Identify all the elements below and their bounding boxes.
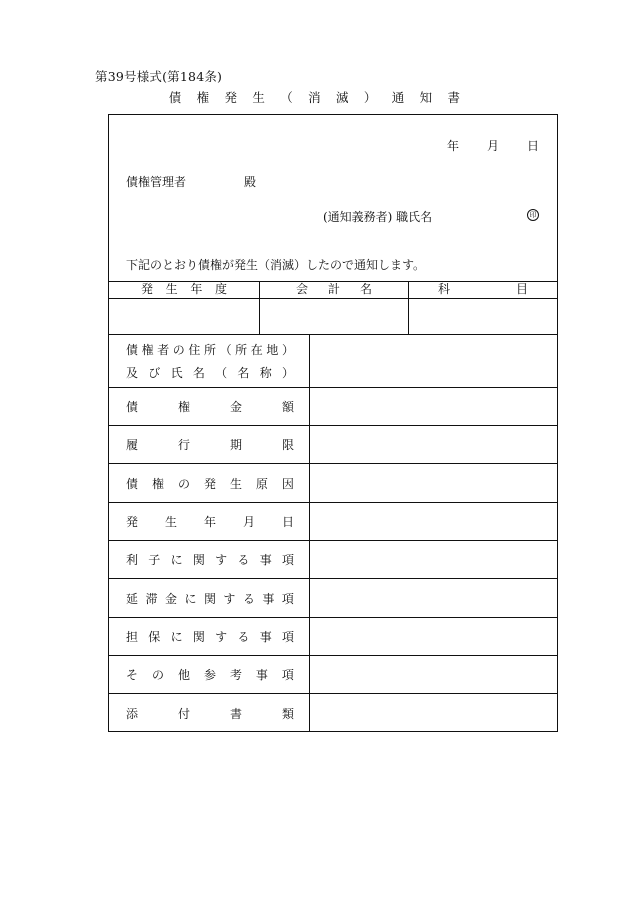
char: 地 <box>266 343 279 357</box>
label-chars <box>126 590 294 607</box>
occurrence-date-value[interactable] <box>310 503 557 540</box>
row-label <box>126 541 294 578</box>
char: 限 <box>281 438 294 452</box>
char: 債 <box>126 476 139 491</box>
char: 履 <box>126 438 139 452</box>
collateral-value[interactable] <box>310 618 557 655</box>
subject-header <box>409 281 557 299</box>
char: そ <box>126 668 139 682</box>
char: 権 <box>177 400 190 414</box>
char: 項 <box>281 668 294 682</box>
char: 名 <box>359 282 372 296</box>
char: 所 <box>203 343 216 357</box>
honorific-label: 殿 <box>244 175 257 189</box>
form-header <box>109 115 557 282</box>
char: 関 <box>192 553 205 567</box>
char: 債 <box>126 400 139 414</box>
collateral-row <box>109 618 557 656</box>
char: 事 <box>262 591 275 606</box>
fiscal-year-chars <box>141 281 227 298</box>
char: 金 <box>229 400 242 414</box>
char: 生 <box>164 515 177 529</box>
detail-rows <box>109 335 557 732</box>
char: 他 <box>177 668 190 682</box>
char: 所 <box>235 343 248 357</box>
label-chars <box>126 628 294 645</box>
row-label <box>126 426 294 463</box>
char: 発 <box>203 476 216 491</box>
late-fee-row <box>109 579 557 618</box>
label-chars <box>126 398 294 415</box>
char: 度 <box>214 282 227 296</box>
fiscal-year-cell[interactable] <box>109 299 259 334</box>
notice-text: 下記のとおり債権が発生（消滅）したので通知します。 <box>126 258 426 272</box>
subject-cell[interactable] <box>409 299 557 334</box>
char: 会 <box>296 282 309 296</box>
char: ） <box>281 343 294 357</box>
row-label <box>126 618 294 655</box>
char: 因 <box>281 476 294 491</box>
char: 項 <box>281 630 294 644</box>
label-chars <box>126 436 294 453</box>
label-line-2 <box>126 364 294 381</box>
other-reference-value[interactable] <box>310 656 557 693</box>
claim-amount-row <box>109 388 557 426</box>
row-label <box>126 388 294 425</box>
fiscal-grid <box>109 281 557 335</box>
day-label: 日 <box>526 139 539 153</box>
char: 項 <box>281 553 294 567</box>
char: 子 <box>148 553 161 567</box>
char: 氏 <box>170 366 183 380</box>
char: 名 <box>192 366 205 380</box>
char: に <box>170 630 183 644</box>
char: 権 <box>151 476 164 491</box>
creditor-address-row <box>109 335 557 388</box>
char: 住 <box>188 343 201 357</box>
account-name-chars <box>296 281 372 298</box>
char: 目 <box>515 282 528 296</box>
char: 保 <box>148 630 161 644</box>
late-fee-value[interactable] <box>310 579 557 617</box>
label-chars <box>126 513 294 530</box>
char: の <box>172 343 185 357</box>
due-date-value[interactable] <box>310 426 557 463</box>
form-number: 第39号様式(第184条) <box>95 69 223 84</box>
char: 関 <box>192 630 205 644</box>
char: び <box>148 366 161 380</box>
char: の <box>177 476 190 491</box>
char: 関 <box>203 591 216 606</box>
char: 生 <box>165 282 178 296</box>
char: 科 <box>438 282 451 296</box>
account-name-header <box>260 281 408 299</box>
row-label <box>126 503 294 540</box>
char: 付 <box>177 706 190 721</box>
char: 発 <box>141 282 154 296</box>
char: 延 <box>126 591 139 606</box>
attachments-value[interactable] <box>310 694 557 732</box>
row-label <box>126 335 294 387</box>
addressee-line <box>126 173 256 190</box>
char: 月 <box>242 515 255 529</box>
row-label <box>126 656 294 693</box>
date-line <box>419 137 539 154</box>
account-name-cell[interactable] <box>260 299 408 334</box>
char: る <box>237 553 250 567</box>
other-reference-row <box>109 656 557 694</box>
label-line-1 <box>126 341 294 358</box>
claim-amount-value[interactable] <box>310 388 557 425</box>
subject-chars <box>438 281 528 298</box>
char: 担 <box>126 630 139 644</box>
char: 及 <box>126 366 139 380</box>
interest-row <box>109 541 557 579</box>
due-date-row <box>109 426 557 464</box>
char: 滞 <box>145 591 158 606</box>
char: 行 <box>177 438 190 452</box>
char: 生 <box>229 476 242 491</box>
char: （ <box>219 343 232 357</box>
char: 権 <box>141 343 154 357</box>
seal-mark: 印 <box>527 209 539 221</box>
char: に <box>170 553 183 567</box>
char: 原 <box>255 476 268 491</box>
char: 計 <box>327 282 340 296</box>
notifier-line: (通知義務者) 職氏名 <box>323 210 433 224</box>
month-label: 月 <box>486 139 499 153</box>
label-chars <box>126 551 294 568</box>
char: 期 <box>229 438 242 452</box>
char: 類 <box>281 706 294 721</box>
char: 参 <box>203 668 216 682</box>
char: 名 <box>237 366 250 380</box>
char: 日 <box>281 515 294 529</box>
addressee-label: 債権管理者 <box>126 175 187 189</box>
occurrence-date-row <box>109 503 557 541</box>
char: 項 <box>281 591 294 606</box>
char: 者 <box>157 343 170 357</box>
char: る <box>237 630 250 644</box>
char: す <box>215 630 228 644</box>
char: 添 <box>126 706 139 721</box>
char: 書 <box>229 706 242 721</box>
char: 事 <box>259 553 272 567</box>
label-chars <box>126 475 294 492</box>
char: （ <box>215 366 228 380</box>
char: 称 <box>259 366 272 380</box>
year-label: 年 <box>446 139 459 153</box>
label-chars <box>126 705 294 722</box>
char: の <box>151 668 164 682</box>
document-title: 債 権 発 生 （ 消 滅 ） 通 知 書 <box>168 90 462 105</box>
char: 金 <box>164 591 177 606</box>
char: に <box>184 591 197 606</box>
char: 事 <box>259 630 272 644</box>
char: 年 <box>190 282 203 296</box>
claim-cause-row <box>109 464 557 503</box>
char: 事 <box>255 668 268 682</box>
fiscal-year-header <box>109 281 259 299</box>
char: 債 <box>126 343 139 357</box>
row-label <box>126 579 294 617</box>
char: 利 <box>126 553 139 567</box>
notification-form <box>108 114 558 732</box>
char: す <box>215 553 228 567</box>
creditor-address-value[interactable] <box>310 335 557 387</box>
char: 発 <box>126 515 139 529</box>
interest-value[interactable] <box>310 541 557 578</box>
row-label <box>126 694 294 732</box>
char: る <box>242 591 255 606</box>
char: ） <box>281 366 294 380</box>
char: 額 <box>281 400 294 414</box>
label-chars <box>126 666 294 683</box>
row-label <box>126 464 294 502</box>
attachments-row <box>109 694 557 732</box>
char: 年 <box>203 515 216 529</box>
claim-cause-value[interactable] <box>310 464 557 502</box>
two-line-label <box>126 341 294 381</box>
char: 在 <box>250 343 263 357</box>
char: す <box>223 591 236 606</box>
char: 考 <box>229 668 242 682</box>
